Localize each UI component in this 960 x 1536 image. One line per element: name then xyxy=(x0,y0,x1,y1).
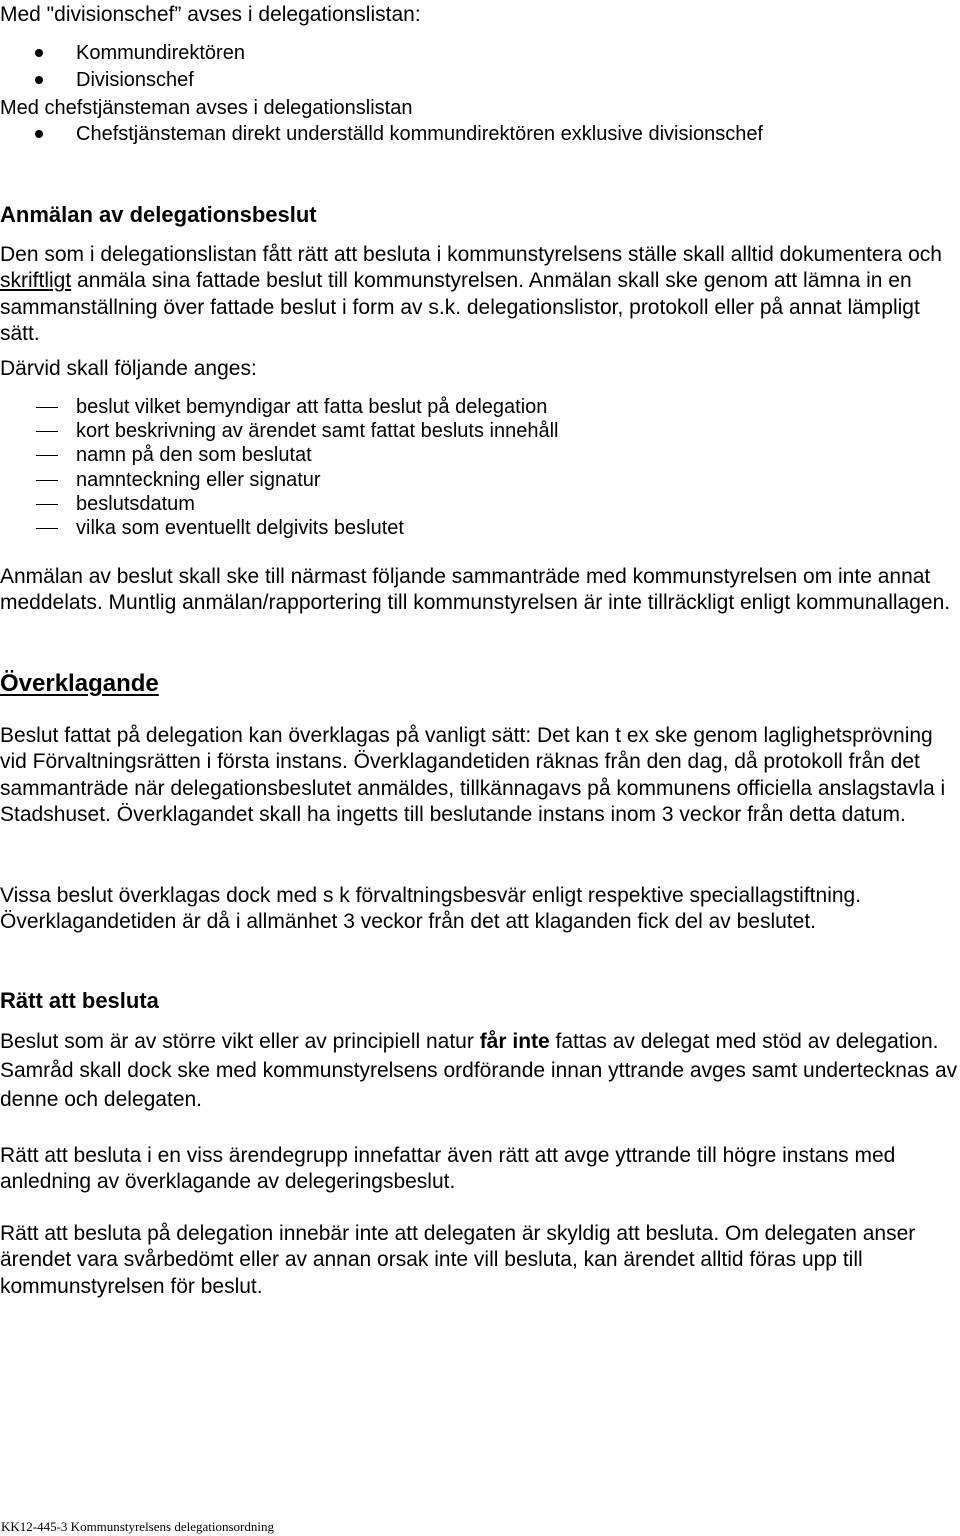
list-item xyxy=(0,516,960,540)
bullet-icon xyxy=(35,130,43,138)
overklagande-paragraph-2: Vissa beslut överklagas dock med s k förvaltningsbesvär enligt respektive speciallagstiftning. Överklagandetiden är då i allmänhet 3 veckor från det att klaganden fick del av beslutet. xyxy=(0,884,862,934)
dash-icon xyxy=(36,407,58,408)
anmalan-list-intro: Därvid skall följande anges: xyxy=(0,357,257,380)
list-item xyxy=(0,121,960,148)
bullet-icon xyxy=(35,76,43,84)
anmalan-closing: Anmälan av beslut skall ske till närmast följande sammanträde med kommunstyrelsen om inte annat meddelats. Muntlig anmälan/rapportering till kommunstyrelsen är inte tillräckligt enligt kommunallagen. xyxy=(0,565,951,615)
dash-icon xyxy=(36,480,58,481)
ratt-paragraph-3: Rätt att besluta på delegation innebär inte att delegaten är skyldig att besluta. Om delegaten anser ärendet vara svårbedömt eller av annan orsak inte vill besluta, kan ärendet alltid föras upp till kommunstyrelsen för beslut. xyxy=(0,1222,916,1298)
list-item-text: vilka som eventuellt delgivits beslutet xyxy=(76,517,404,540)
dash-icon xyxy=(36,504,58,505)
divisionschef-list xyxy=(0,40,960,93)
list-item xyxy=(0,468,960,492)
anmalan-text-part2: anmäla sina fattade beslut till kommunstyrelsen. Anmälan skall ske genom att lämna in en sammanställning över fattade beslut i form av s.k. delegationslistor, protokoll eller på annat lämpligt sätt. xyxy=(0,269,920,346)
bullet-icon xyxy=(35,49,43,57)
overklagande-paragraph-1: Beslut fattat på delegation kan överklagas på vanligt sätt: Det kan t ex ske genom laglighetsprövning vid Förvaltningsrätten i första instans. Överklagandetiden räknas från den dag, då protokoll från det sammanträde när delegationsbeslutet anmäldes, tillkännagavs på kommunens officiella anslagstavla i Stadshuset. Överklagandet skall ha ingetts till beslutande instans inom 3 veckor från detta datum. xyxy=(0,724,946,827)
anmalan-paragraph xyxy=(0,242,960,348)
list-item-text: namn på den som beslutat xyxy=(76,444,312,467)
list-item-text: Divisionschef xyxy=(76,68,194,91)
anmalan-text-part1: Den som i delegationslistan fått rätt att besluta i kommunstyrelsens ställe skall alltid dokumentera och xyxy=(0,243,942,266)
dash-icon xyxy=(36,528,58,529)
overklagande-heading: Överklagande xyxy=(0,670,159,697)
divisionschef-heading: Med "divisionschef” avses i delegationslistan: xyxy=(0,3,421,26)
list-item-text: Chefstjänsteman direkt underställd kommundirektören exklusive divisionschef xyxy=(76,123,763,145)
ratt-heading: Rätt att besluta xyxy=(0,988,159,1013)
anmalan-text-underlined: skriftligt xyxy=(0,269,72,293)
anmalan-dash-list xyxy=(0,395,960,540)
anmalan-heading: Anmälan av delegationsbeslut xyxy=(0,202,317,227)
ratt-text-bold: får inte xyxy=(479,1030,550,1053)
ratt-paragraph-2: Rätt att besluta i en viss ärendegrupp innefattar även rätt att avge yttrande till högre instans med anledning av överklagande av delegeringsbeslut. xyxy=(0,1144,896,1194)
ratt-text-part1: Beslut som är av större vikt eller av principiell natur xyxy=(0,1030,480,1053)
chefstjansteman-list xyxy=(0,121,960,148)
list-item-text: namnteckning eller signatur xyxy=(76,468,321,491)
list-item-text: beslut vilket bemyndigar att fatta beslut på delegation xyxy=(76,396,548,418)
list-item xyxy=(0,40,960,67)
list-item xyxy=(0,67,960,94)
list-item xyxy=(0,419,960,443)
list-item xyxy=(0,492,960,516)
list-item xyxy=(0,395,960,419)
list-item-text: beslutsdatum xyxy=(76,492,195,515)
page-footer: KK12-445-3 Kommunstyrelsens delegationsordning xyxy=(1,1519,274,1534)
list-item xyxy=(0,443,960,467)
dash-icon xyxy=(36,455,58,456)
dash-icon xyxy=(36,431,58,432)
ratt-paragraph-1 xyxy=(0,1027,960,1114)
chefstjansteman-heading: Med chefstjänsteman avses i delegationslistan xyxy=(0,97,413,119)
list-item-text: Kommundirektören xyxy=(76,42,245,64)
list-item-text: kort beskrivning av ärendet samt fattat besluts innehåll xyxy=(76,420,559,443)
ratt-text-part2: fattas av delegat med stöd av delegation. Samråd skall dock ske med kommunstyrelsens ordförande innan yttrande avges samt undertecknas av denne och delegaten. xyxy=(0,1030,958,1111)
